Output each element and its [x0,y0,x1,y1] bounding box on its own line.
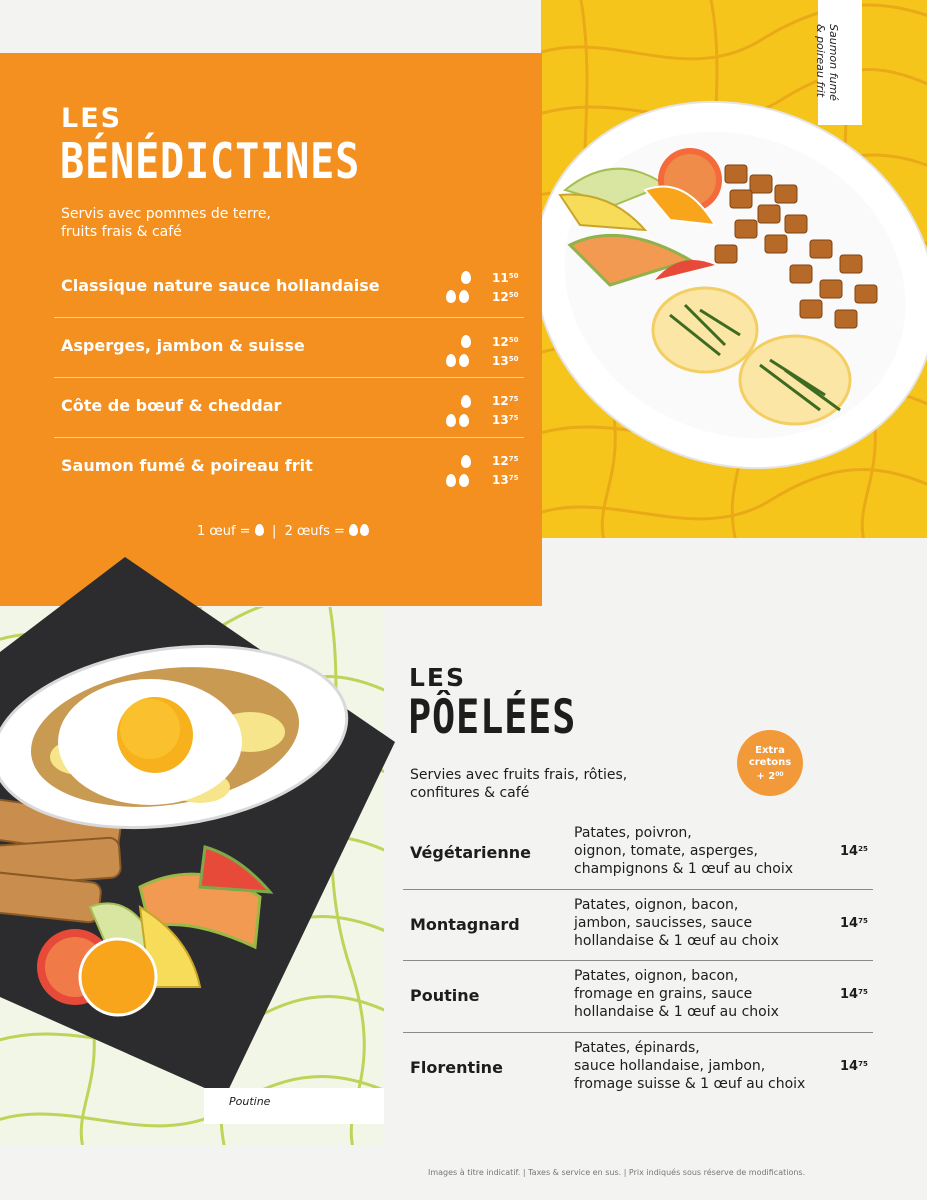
menu-item-price [840,844,868,859]
price-cents: 75 [858,916,868,925]
menu-item [403,961,873,1033]
menu-item-description [574,824,834,878]
egg-icon [446,474,456,487]
egg-icons [444,328,474,368]
benedictines-title: BÉNÉDICTINES [60,133,361,190]
price-one-egg [492,393,518,408]
egg-icon [349,524,358,536]
price-two-eggs [492,353,518,368]
egg-icons [444,268,474,308]
menu-item-description [574,896,834,950]
caption-line-2: & poireau frit [814,24,827,98]
subtitle-line-1: Servis avec pommes de terre, [61,206,271,222]
menu-item-name: Côte de bœuf & cheddar [61,396,282,415]
menu-item-name: Classique nature sauce hollandaise [61,276,380,295]
desc-line: hollandaise & 1 œuf au choix [574,1004,779,1020]
footnote: Images à titre indicatif. | Taxes & service en sus. | Prix indiqués sous réserve de modifications. [428,1168,806,1177]
menu-item-price [840,1059,868,1074]
menu-item [54,378,524,438]
desc-line: Patates, épinards, [574,1039,700,1056]
desc-line: sauce hollandaise, jambon, [574,1057,766,1074]
menu-item [54,318,524,378]
price-dollars: 13 [492,354,509,368]
price-cents: 50 [508,272,519,280]
price-one-egg [492,270,518,285]
desc-line: oignon, tomate, asperges, [574,843,758,859]
price-one-egg [492,334,518,349]
price-cents: 75 [508,395,519,403]
egg-legend [197,524,369,539]
poelees-menu-list [403,818,873,1104]
price-cents: 75 [508,414,519,422]
benedictines-title-prefix: LES [61,103,123,134]
bottom-photo-caption: Poutine [204,1088,384,1124]
price-cents: 25 [858,845,868,853]
subtitle-line-2: confitures & café [410,785,530,801]
menu-item [403,890,873,962]
price-dollars: 14 [840,1058,859,1074]
price-cents: 50 [508,336,519,344]
menu-item-name: Asperges, jambon & suisse [61,336,305,355]
egg-icon [459,354,469,367]
benedictines-panel [0,53,542,606]
egg-icon [461,455,471,468]
legend-two-eggs-label: 2 œufs = [284,524,345,539]
menu-item [54,258,524,318]
price-cents: 75 [858,988,868,996]
menu-item-name: Végétarienne [410,843,531,862]
egg-icons [444,388,474,428]
poutine-photo [0,557,395,1097]
menu-item-description [574,967,834,1021]
egg-icon [446,414,456,427]
price-one-egg [492,453,518,468]
egg-icon [459,290,469,303]
egg-icon [459,474,469,487]
desc-line: fromage suisse & 1 œuf au choix [574,1075,806,1092]
price-two-eggs [492,289,518,304]
badge-line-3: + 2 [756,771,776,782]
top-photo-caption [814,0,862,125]
legend-one-egg-label: 1 œuf = [197,524,251,539]
desc-line: champignons & 1 œuf au choix [574,861,794,877]
price-dollars: 12 [492,335,509,349]
desc-line: Patates, oignon, bacon, [574,896,739,913]
price-dollars: 14 [840,915,859,931]
menu-item [403,1033,873,1105]
egg-icon [461,271,471,284]
price-dollars: 12 [492,394,509,408]
caption-line-1: Saumon fumé [827,24,840,101]
menu-item-price [840,987,868,1002]
extra-cretons-badge [737,730,803,796]
price-dollars: 14 [840,987,859,1002]
poelees-subtitle [410,766,680,802]
price-dollars: 11 [492,271,509,285]
egg-icons [444,448,474,488]
price-dollars: 13 [492,473,509,487]
menu-item-name: Montagnard [410,914,520,934]
price-two-eggs [492,472,518,487]
price-dollars: 13 [492,413,509,427]
menu-item-name: Saumon fumé & poireau frit [61,456,313,475]
desc-line: Patates, poivron, [574,825,692,841]
menu-item-name: Florentine [410,1057,503,1077]
benedictines-menu-list [54,258,524,498]
benedict-plate-photo [520,80,927,490]
menu-item-name: Poutine [410,986,480,1005]
price-cents: 75 [508,474,519,482]
price-dollars: 12 [492,454,509,468]
subtitle-line-1: Servies avec fruits frais, rôties, [410,767,628,783]
egg-icon [459,414,469,427]
menu-item-description [574,1039,834,1093]
price-cents: 75 [858,1059,868,1068]
egg-icon [446,290,456,303]
price-dollars: 14 [840,844,859,859]
price-dollars: 12 [492,290,509,304]
price-cents: 50 [508,291,519,299]
egg-icon [461,395,471,408]
badge-cents: 00 [775,771,784,778]
desc-line: hollandaise & 1 œuf au choix [574,932,779,949]
egg-icon [255,524,264,536]
egg-icon [446,354,456,367]
poelees-title: PÔELÉES [408,690,577,745]
egg-icon [461,335,471,348]
subtitle-line-2: fruits frais & café [61,224,182,240]
menu-item [54,438,524,498]
menu-item-price [840,916,868,931]
egg-icon [360,524,369,536]
desc-line: jambon, saucisses, sauce [574,914,753,931]
poelees-title-prefix: LES [409,663,467,692]
badge-line-2: cretons [748,757,792,768]
menu-item [403,818,873,890]
benedictines-subtitle [61,205,321,241]
legend-separator: | [271,524,277,539]
badge-line-1: Extra [755,745,785,756]
price-cents: 50 [508,355,519,363]
desc-line: fromage en grains, sauce [574,986,753,1002]
desc-line: Patates, oignon, bacon, [574,968,739,984]
price-cents: 75 [508,455,519,463]
price-two-eggs [492,412,518,427]
